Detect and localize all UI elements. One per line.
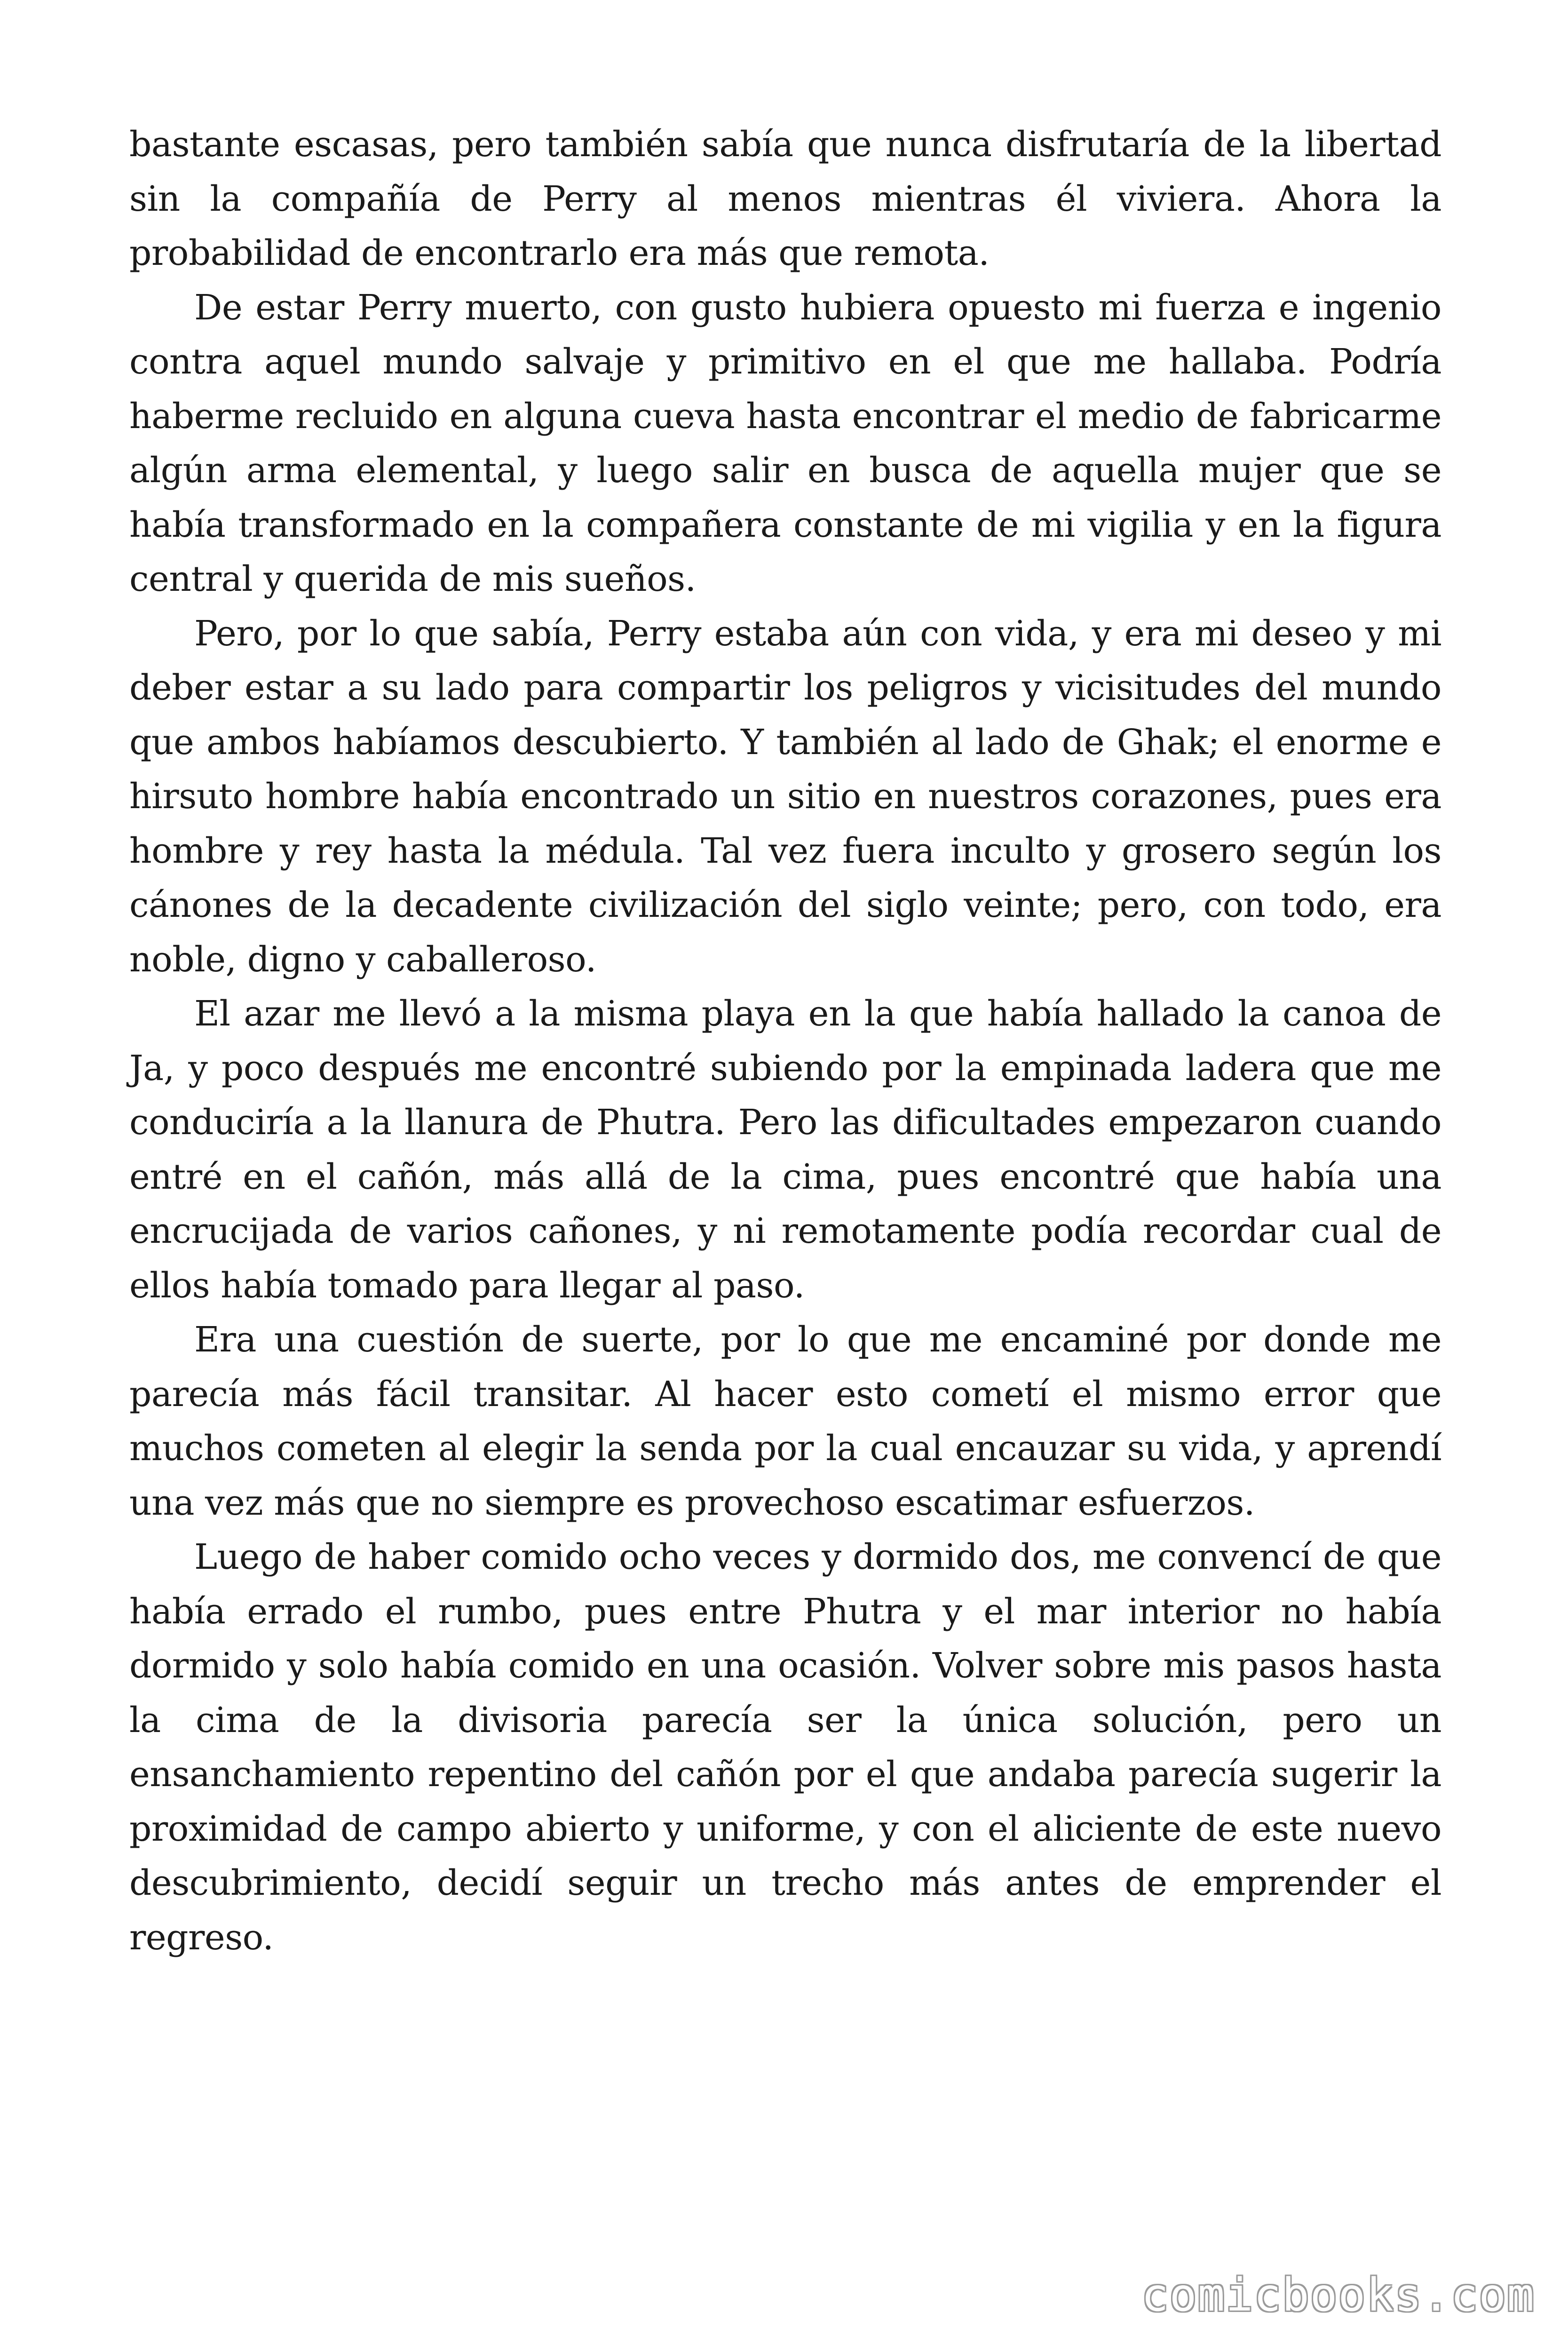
paragraph-4: El azar me llevó a la misma playa en la que había hallado la canoa de Ja, y poco después me encontré subiendo por la empinada ladera que me conduciría a la llanura de Phutra. Pero las dificultades empezaron cuando entré en el cañón, más allá de la cima, pues encontré que había una encrucijada de varios cañones, y ni remotamente podía recordar cual de ellos había tomado para llegar al paso. — [129, 993, 1441, 1306]
paragraph-1: bastante escasas, pero también sabía que nunca disfrutaría de la libertad sin la compañía de Perry al menos mientras él viviera. Ahora la probabilidad de encontrarlo era más que remota. — [129, 124, 1441, 273]
watermark: comicbooks.com — [1141, 2269, 1535, 2321]
paragraph-5: Era una cuestión de suerte, por lo que me encaminé por donde me parecía más fácil transitar. Al hacer esto cometí el mismo error que muchos cometen al elegir la senda por la cual encauzar su vida, y aprendí una vez más que no siempre es provechoso escatimar esfuerzos. — [129, 1319, 1441, 1523]
document-body — [129, 118, 1441, 1965]
paragraph-6: Luego de haber comido ocho veces y dormido dos, me convencí de que había errado el rumbo, pues entre Phutra y el mar interior no había dormido y solo había comido en una ocasión. Volver sobre mis pasos hasta la cima de la divisoria parecía ser la única solución, pero un ensanchamiento repentino del cañón por el que andaba parecía sugerir la proximidad de campo abierto y uniforme, y con el aliciente de este nuevo descubrimiento, decidí seguir un trecho más antes de emprender el regreso. — [129, 1537, 1441, 1958]
paragraph-2: De estar Perry muerto, con gusto hubiera opuesto mi fuerza e ingenio contra aquel mundo salvaje y primitivo en el que me hallaba. Podría haberme recluido en alguna cueva hasta encontrar el medio de fabricarme algún arma elemental, y luego salir en busca de aquella mujer que se había transformado en la compañera constante de mi vigilia y en la figura central y querida de mis sueños. — [129, 287, 1441, 599]
paragraph-3: Pero, por lo que sabía, Perry estaba aún con vida, y era mi deseo y mi deber estar a su lado para compartir los peligros y vicisitudes del mundo que ambos habíamos descubierto. Y también al lado de Ghak; el enorme e hirsuto hombre había encontrado un sitio en nuestros corazones, pues era hombre y rey hasta la médula. Tal vez fuera inculto y grosero según los cánones de la decadente civilización del siglo veinte; pero, con todo, era noble, digno y caballeroso. — [129, 613, 1441, 980]
